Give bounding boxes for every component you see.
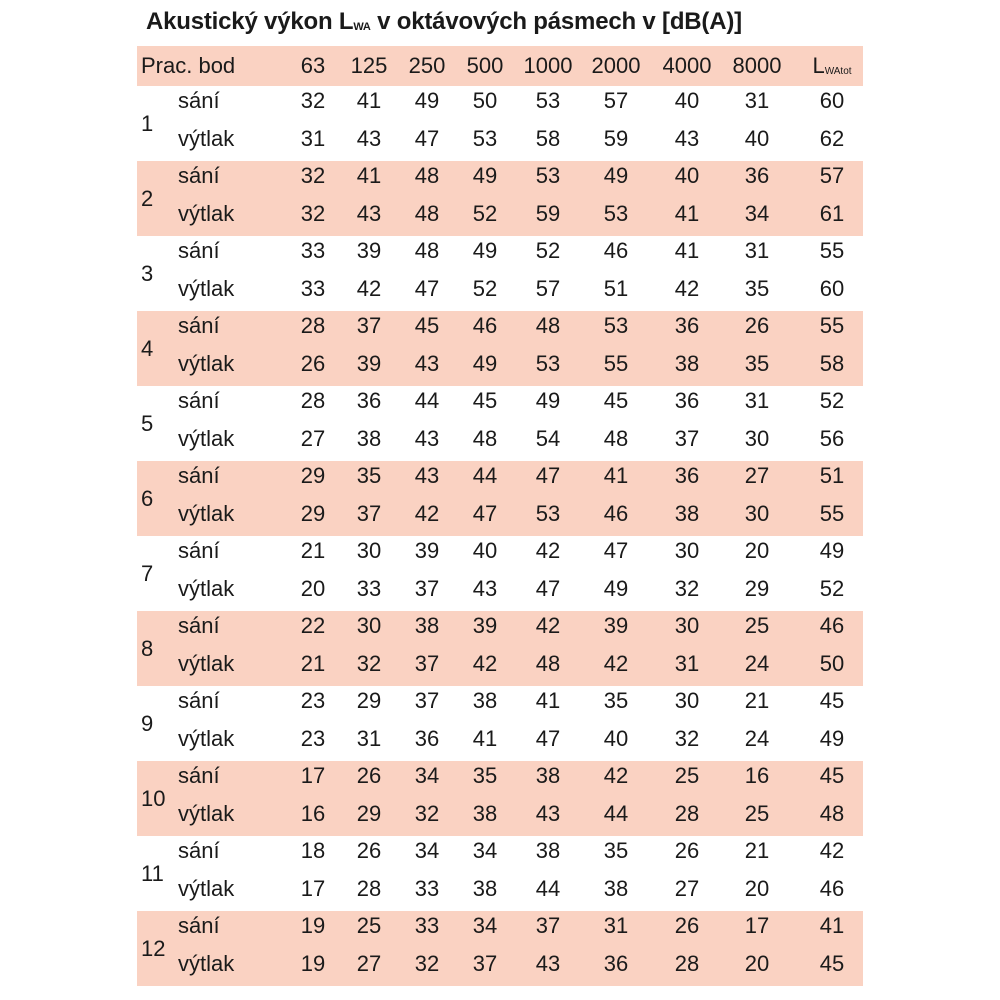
- suction-total: 49: [819, 538, 845, 563]
- suction-value: 21: [744, 688, 770, 713]
- suction-value: 49: [603, 163, 629, 188]
- discharge-value: 47: [414, 126, 440, 151]
- suction-total: 51: [819, 463, 845, 488]
- discharge-total: 45: [819, 951, 845, 976]
- discharge-value: 41: [472, 726, 498, 751]
- discharge-value: 30: [744, 426, 770, 451]
- point-number: 12: [141, 936, 166, 961]
- suction-value: 47: [603, 538, 629, 563]
- discharge-value: 51: [603, 276, 629, 301]
- suction-value: 53: [535, 163, 561, 188]
- point-group: [137, 86, 863, 161]
- discharge-total: 55: [819, 501, 845, 526]
- discharge-value: 28: [356, 876, 382, 901]
- suction-total: 45: [819, 763, 845, 788]
- discharge-label: výtlak: [178, 501, 235, 526]
- point-number: 9: [141, 711, 154, 736]
- discharge-value: 47: [535, 726, 561, 751]
- suction-value: 48: [535, 313, 561, 338]
- discharge-value: 54: [535, 426, 561, 451]
- discharge-value: 32: [356, 651, 382, 676]
- discharge-value: 24: [744, 651, 770, 676]
- suction-value: 29: [356, 688, 382, 713]
- discharge-value: 31: [674, 651, 700, 676]
- suction-value: 37: [535, 913, 561, 938]
- discharge-value: 27: [674, 876, 700, 901]
- discharge-total: 60: [819, 276, 845, 301]
- point-group: [137, 161, 863, 236]
- suction-label: sání: [178, 88, 220, 113]
- title-suffix: v oktávových pásmech v [dB(A)]: [370, 8, 742, 35]
- suction-value: 45: [472, 388, 498, 413]
- discharge-value: 40: [744, 126, 770, 151]
- discharge-value: 31: [300, 126, 326, 151]
- suction-value: 17: [300, 763, 326, 788]
- suction-value: 25: [356, 913, 382, 938]
- discharge-value: 52: [472, 276, 498, 301]
- suction-value: 31: [744, 238, 770, 263]
- suction-value: 38: [535, 838, 561, 863]
- discharge-value: 52: [472, 201, 498, 226]
- suction-value: 41: [603, 463, 629, 488]
- discharge-value: 42: [356, 276, 382, 301]
- discharge-value: 37: [356, 501, 382, 526]
- discharge-value: 38: [356, 426, 382, 451]
- suction-value: 52: [535, 238, 561, 263]
- suction-label: sání: [178, 913, 220, 938]
- discharge-value: 47: [472, 501, 498, 526]
- suction-value: 26: [674, 838, 700, 863]
- discharge-label: výtlak: [178, 726, 235, 751]
- suction-value: 50: [472, 88, 498, 113]
- suction-total: 57: [819, 163, 845, 188]
- discharge-value: 32: [414, 951, 440, 976]
- suction-value: 21: [744, 838, 770, 863]
- discharge-value: 47: [414, 276, 440, 301]
- suction-value: 26: [356, 763, 382, 788]
- suction-value: 33: [300, 238, 326, 263]
- discharge-total: 52: [819, 576, 845, 601]
- point-group: [137, 911, 863, 986]
- suction-value: 32: [300, 163, 326, 188]
- discharge-value: 26: [300, 351, 326, 376]
- discharge-value: 48: [472, 426, 498, 451]
- discharge-value: 32: [674, 726, 700, 751]
- suction-label: sání: [178, 763, 220, 788]
- suction-value: 43: [414, 463, 440, 488]
- discharge-label: výtlak: [178, 126, 235, 151]
- suction-value: 47: [535, 463, 561, 488]
- discharge-value: 32: [300, 201, 326, 226]
- discharge-value: 43: [535, 951, 561, 976]
- suction-value: 53: [603, 313, 629, 338]
- discharge-value: 28: [674, 801, 700, 826]
- table-header: [137, 46, 863, 86]
- discharge-value: 20: [744, 951, 770, 976]
- discharge-label: výtlak: [178, 351, 235, 376]
- discharge-value: 38: [674, 351, 700, 376]
- suction-value: 34: [414, 763, 440, 788]
- point-number: 6: [141, 486, 154, 511]
- discharge-value: 29: [300, 501, 326, 526]
- discharge-total: 46: [819, 876, 845, 901]
- discharge-value: 33: [414, 876, 440, 901]
- point-group: [137, 236, 863, 311]
- header-total: [812, 54, 851, 83]
- suction-value: 45: [414, 313, 440, 338]
- suction-value: 39: [414, 538, 440, 563]
- discharge-total: 61: [819, 201, 845, 226]
- suction-value: 39: [603, 613, 629, 638]
- discharge-value: 23: [300, 726, 326, 751]
- discharge-value: 49: [603, 576, 629, 601]
- suction-value: 25: [744, 613, 770, 638]
- suction-value: 21: [300, 538, 326, 563]
- discharge-total: 56: [819, 426, 845, 451]
- suction-value: 22: [300, 613, 326, 638]
- point-number: 3: [141, 261, 154, 286]
- discharge-value: 59: [535, 201, 561, 226]
- suction-value: 35: [356, 463, 382, 488]
- suction-value: 19: [300, 913, 326, 938]
- suction-label: sání: [178, 238, 220, 263]
- discharge-value: 47: [535, 576, 561, 601]
- discharge-value: 37: [414, 576, 440, 601]
- suction-value: 49: [472, 163, 498, 188]
- suction-value: 39: [472, 613, 498, 638]
- suction-value: 42: [535, 538, 561, 563]
- suction-value: 33: [414, 913, 440, 938]
- header-band: 500: [466, 53, 504, 78]
- discharge-value: 33: [300, 276, 326, 301]
- suction-value: 46: [603, 238, 629, 263]
- suction-value: 35: [603, 838, 629, 863]
- suction-value: 16: [744, 763, 770, 788]
- discharge-value: 20: [744, 876, 770, 901]
- suction-value: 41: [356, 163, 382, 188]
- suction-value: 36: [674, 463, 700, 488]
- suction-value: 36: [744, 163, 770, 188]
- header-band: 1000: [523, 53, 573, 78]
- suction-value: 35: [472, 763, 498, 788]
- suction-value: 49: [535, 388, 561, 413]
- header-band: 8000: [732, 53, 782, 78]
- header-band: 63: [300, 53, 326, 78]
- suction-value: 38: [472, 688, 498, 713]
- discharge-value: 37: [414, 651, 440, 676]
- discharge-value: 57: [535, 276, 561, 301]
- suction-label: sání: [178, 313, 220, 338]
- header-band: 2000: [591, 53, 641, 78]
- point-group: [137, 536, 863, 611]
- suction-value: 42: [535, 613, 561, 638]
- title-subscript: WA: [353, 21, 371, 33]
- suction-value: 34: [414, 838, 440, 863]
- discharge-value: 31: [356, 726, 382, 751]
- suction-value: 53: [535, 88, 561, 113]
- discharge-value: 38: [472, 876, 498, 901]
- suction-value: 38: [414, 613, 440, 638]
- discharge-value: 43: [414, 426, 440, 451]
- discharge-value: 33: [356, 576, 382, 601]
- discharge-value: 21: [300, 651, 326, 676]
- discharge-value: 36: [603, 951, 629, 976]
- discharge-value: 42: [414, 501, 440, 526]
- discharge-value: 41: [674, 201, 700, 226]
- suction-value: 30: [356, 613, 382, 638]
- discharge-value: 37: [472, 951, 498, 976]
- discharge-value: 30: [744, 501, 770, 526]
- discharge-value: 53: [603, 201, 629, 226]
- suction-label: sání: [178, 463, 220, 488]
- discharge-total: 62: [819, 126, 845, 151]
- discharge-label: výtlak: [178, 201, 235, 226]
- suction-value: 32: [300, 88, 326, 113]
- discharge-value: 35: [744, 276, 770, 301]
- point-group: [137, 461, 863, 536]
- point-number: 7: [141, 561, 154, 586]
- suction-total: 55: [819, 313, 845, 338]
- suction-value: 41: [674, 238, 700, 263]
- header-total-sub: WAtot: [824, 66, 852, 77]
- suction-total: 42: [819, 838, 845, 863]
- discharge-value: 27: [356, 951, 382, 976]
- suction-value: 26: [674, 913, 700, 938]
- suction-total: 55: [819, 238, 845, 263]
- discharge-value: 36: [414, 726, 440, 751]
- suction-value: 38: [535, 763, 561, 788]
- suction-value: 41: [356, 88, 382, 113]
- discharge-value: 43: [356, 126, 382, 151]
- header-band: 125: [350, 53, 388, 78]
- header-point-label: Prac. bod: [141, 53, 236, 78]
- discharge-label: výtlak: [178, 801, 235, 826]
- discharge-label: výtlak: [178, 951, 235, 976]
- suction-total: 46: [819, 613, 845, 638]
- suction-label: sání: [178, 613, 220, 638]
- suction-value: 30: [674, 688, 700, 713]
- suction-value: 28: [300, 388, 326, 413]
- suction-value: 40: [674, 163, 700, 188]
- discharge-label: výtlak: [178, 426, 235, 451]
- discharge-value: 59: [603, 126, 629, 151]
- discharge-label: výtlak: [178, 276, 235, 301]
- suction-value: 35: [603, 688, 629, 713]
- suction-value: 41: [535, 688, 561, 713]
- suction-value: 31: [603, 913, 629, 938]
- discharge-value: 44: [535, 876, 561, 901]
- discharge-value: 53: [472, 126, 498, 151]
- discharge-value: 34: [744, 201, 770, 226]
- suction-value: 37: [356, 313, 382, 338]
- discharge-value: 48: [414, 201, 440, 226]
- suction-value: 18: [300, 838, 326, 863]
- point-number: 2: [141, 186, 154, 211]
- suction-total: 52: [819, 388, 845, 413]
- header-total-main: L: [812, 53, 825, 78]
- discharge-value: 17: [300, 876, 326, 901]
- point-number: 4: [141, 336, 154, 361]
- suction-value: 40: [674, 88, 700, 113]
- suction-value: 20: [744, 538, 770, 563]
- discharge-value: 38: [603, 876, 629, 901]
- discharge-value: 49: [472, 351, 498, 376]
- suction-value: 17: [744, 913, 770, 938]
- discharge-value: 43: [674, 126, 700, 151]
- suction-label: sání: [178, 538, 220, 563]
- suction-total: 60: [819, 88, 845, 113]
- suction-value: 28: [300, 313, 326, 338]
- point-number: 11: [141, 861, 164, 886]
- suction-value: 30: [674, 538, 700, 563]
- discharge-value: 32: [674, 576, 700, 601]
- table-title: [146, 8, 742, 36]
- suction-value: 34: [472, 838, 498, 863]
- suction-value: 45: [603, 388, 629, 413]
- suction-value: 42: [603, 763, 629, 788]
- point-number: 10: [141, 786, 166, 811]
- discharge-value: 48: [535, 651, 561, 676]
- suction-label: sání: [178, 838, 220, 863]
- discharge-value: 43: [356, 201, 382, 226]
- discharge-value: 39: [356, 351, 382, 376]
- suction-value: 34: [472, 913, 498, 938]
- point-group: [137, 386, 863, 461]
- suction-value: 44: [472, 463, 498, 488]
- discharge-value: 46: [603, 501, 629, 526]
- suction-value: 26: [744, 313, 770, 338]
- discharge-total: 50: [819, 651, 845, 676]
- point-group: [137, 761, 863, 836]
- discharge-label: výtlak: [178, 651, 235, 676]
- suction-label: sání: [178, 688, 220, 713]
- header-band: 250: [408, 53, 446, 78]
- point-group: [137, 611, 863, 686]
- discharge-value: 27: [300, 426, 326, 451]
- suction-value: 44: [414, 388, 440, 413]
- discharge-value: 25: [744, 801, 770, 826]
- discharge-value: 38: [674, 501, 700, 526]
- suction-value: 26: [356, 838, 382, 863]
- discharge-value: 19: [300, 951, 326, 976]
- suction-value: 39: [356, 238, 382, 263]
- suction-value: 29: [300, 463, 326, 488]
- point-group: [137, 311, 863, 386]
- discharge-value: 42: [674, 276, 700, 301]
- discharge-value: 43: [414, 351, 440, 376]
- suction-value: 48: [414, 163, 440, 188]
- discharge-value: 42: [603, 651, 629, 676]
- discharge-label: výtlak: [178, 576, 235, 601]
- discharge-value: 24: [744, 726, 770, 751]
- suction-value: 37: [414, 688, 440, 713]
- discharge-value: 37: [674, 426, 700, 451]
- discharge-value: 58: [535, 126, 561, 151]
- discharge-value: 20: [300, 576, 326, 601]
- suction-value: 36: [674, 388, 700, 413]
- suction-value: 23: [300, 688, 326, 713]
- discharge-label: výtlak: [178, 876, 235, 901]
- discharge-total: 48: [819, 801, 845, 826]
- suction-value: 49: [472, 238, 498, 263]
- discharge-value: 48: [603, 426, 629, 451]
- point-number: 1: [141, 111, 154, 136]
- discharge-total: 58: [819, 351, 845, 376]
- discharge-value: 29: [744, 576, 770, 601]
- suction-total: 45: [819, 688, 845, 713]
- discharge-total: 49: [819, 726, 845, 751]
- title-prefix: Akustický výkon L: [146, 8, 354, 35]
- discharge-value: 43: [472, 576, 498, 601]
- suction-value: 31: [744, 388, 770, 413]
- discharge-value: 16: [300, 801, 326, 826]
- suction-value: 48: [414, 238, 440, 263]
- suction-value: 30: [356, 538, 382, 563]
- suction-value: 27: [744, 463, 770, 488]
- header-band: 4000: [662, 53, 712, 78]
- suction-total: 41: [819, 913, 845, 938]
- discharge-value: 32: [414, 801, 440, 826]
- discharge-value: 42: [472, 651, 498, 676]
- discharge-value: 29: [356, 801, 382, 826]
- point-number: 5: [141, 411, 154, 436]
- point-group: [137, 686, 863, 761]
- suction-value: 31: [744, 88, 770, 113]
- suction-value: 36: [674, 313, 700, 338]
- discharge-value: 35: [744, 351, 770, 376]
- point-group: [137, 836, 863, 911]
- suction-value: 25: [674, 763, 700, 788]
- discharge-value: 53: [535, 351, 561, 376]
- discharge-value: 28: [674, 951, 700, 976]
- suction-label: sání: [178, 163, 220, 188]
- discharge-value: 38: [472, 801, 498, 826]
- suction-value: 57: [603, 88, 629, 113]
- point-number: 8: [141, 636, 154, 661]
- suction-value: 49: [414, 88, 440, 113]
- discharge-value: 53: [535, 501, 561, 526]
- suction-value: 36: [356, 388, 382, 413]
- suction-value: 46: [472, 313, 498, 338]
- suction-value: 30: [674, 613, 700, 638]
- suction-value: 40: [472, 538, 498, 563]
- discharge-value: 40: [603, 726, 629, 751]
- discharge-value: 55: [603, 351, 629, 376]
- suction-label: sání: [178, 388, 220, 413]
- discharge-value: 43: [535, 801, 561, 826]
- discharge-value: 44: [603, 801, 629, 826]
